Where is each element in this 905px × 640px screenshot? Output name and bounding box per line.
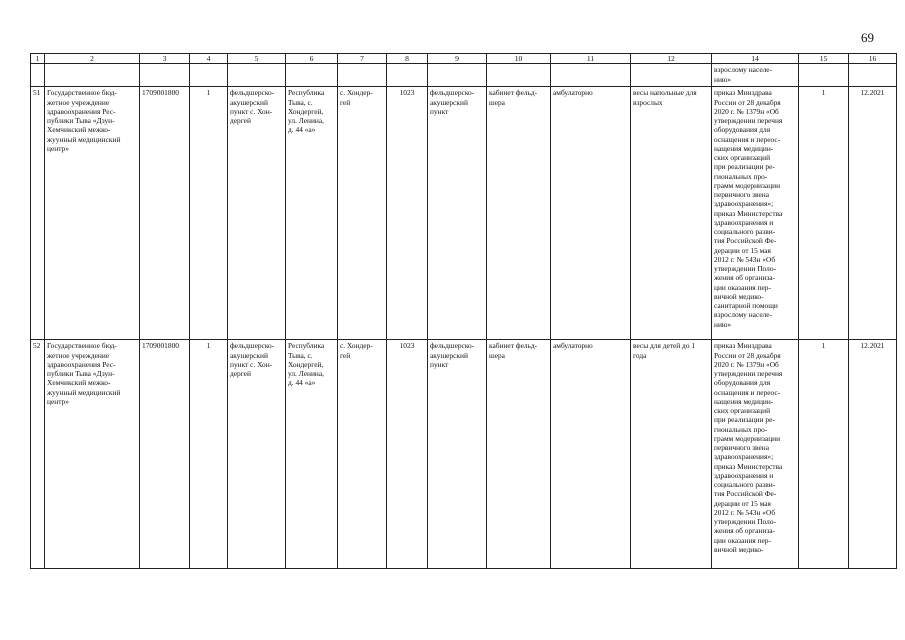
room-cell: кабинет фельд- шера [487,87,551,340]
column-header: 9 [428,54,487,64]
table-cell [190,64,228,87]
column-header: 1 [31,54,45,64]
unit-cell: фельдшерско- акушерский пункт с. Хон- дергей [228,340,286,569]
equipment-register-table [30,53,897,569]
table-cell [286,64,338,87]
code-cell: 1709001800 [140,340,190,569]
row-number-cell: 52 [31,340,45,569]
table-cell [849,64,897,87]
equipment-cell: весы для детей до 1 года [631,340,712,569]
unit-type-cell: фельдшерско- акушерский пункт [428,87,487,340]
table-cell [428,64,487,87]
column-header: 10 [487,54,551,64]
quantity-cell: 1 [799,87,849,340]
care-cell: амбулаторно [551,87,631,340]
unit-type-cell: фельдшерско- акушерский пункт [428,340,487,569]
code-cell: 1709001800 [140,87,190,340]
column-header: 2 [45,54,140,64]
locality-cell: с. Хондер- гей [338,340,387,569]
unit-cell: фельдшерско- акушерский пункт с. Хон- дергей [228,87,286,340]
row-number-cell: 51 [31,87,45,340]
legal-basis-cell: приказ Минздрава России от 28 декабря 2020 г. № 1379н «Об утверждении перечня оборудования для оснащения и переос- нащения медицин- ских организаций при реализации ре- гиональных про- грамм модернизации первичного звена здравоохранения»; приказ Министерства здравоохранения и социального разви- тия Российской Фе- дерации от 15 мая 2012 г. № 543н «Об утверждении Поло- жения об организа- ции оказания пер- вичной медико- санитарной помощи взрослому населе- нию» [712,87,799,340]
table-row [31,87,897,340]
header-row [31,54,897,64]
quantity-cell: 1 [799,340,849,569]
column-header: 5 [228,54,286,64]
address-cell: Республика Тыва, с. Хондергей, ул. Ленина, д. 44 «а» [286,87,338,340]
column-header: 6 [286,54,338,64]
page-number: 69 [861,30,874,45]
table-row [31,340,897,569]
table-cell [140,64,190,87]
organization-cell: Государственное бюд- жетное учреждение здравоохранения Рес- публики Тыва «Дзун- Хемчикский межко- жуунный медицинский центр» [45,87,140,340]
code2-cell: 1023 [387,87,428,340]
code2-cell: 1023 [387,340,428,569]
column-header: 15 [799,54,849,64]
continuation-row [31,64,897,87]
table-cell [551,64,631,87]
table-cell [31,64,45,87]
date-cell: 12.2021 [849,340,897,569]
count-cell: 1 [190,340,228,569]
column-header: 7 [338,54,387,64]
column-header: 14 [712,54,799,64]
legal-basis-cell: приказ Минздрава России от 28 декабря 2020 г. № 1379н «Об утверждении перечня оборудования для оснащения и переос- нащения медицин- ских организаций при реализации ре- гиональных про- грамм модернизации первичного звена здравоохранения»; приказ Министерства здравоохранения и социального разви- тия Российской Фе- дерации от 15 мая 2012 г. № 543н «Об утверждении Поло- жения об организа- ции оказания пер- вичной медико- [712,340,799,569]
column-header: 4 [190,54,228,64]
address-cell: Республика Тыва, с. Хондергей, ул. Ленина, д. 44 «а» [286,340,338,569]
table-cell [338,64,387,87]
table-cell [631,64,712,87]
column-header: 8 [387,54,428,64]
locality-cell: с. Хондер- гей [338,87,387,340]
column-header: 3 [140,54,190,64]
room-cell: кабинет фельд- шера [487,340,551,569]
column-header: 16 [849,54,897,64]
care-cell: амбулаторно [551,340,631,569]
table-cell [487,64,551,87]
table-cell [45,64,140,87]
column-header: 11 [551,54,631,64]
table-cell [387,64,428,87]
date-cell: 12.2021 [849,87,897,340]
count-cell: 1 [190,87,228,340]
table-cell [799,64,849,87]
table-cell [228,64,286,87]
legal-basis-cell: взрослому населе- нию» [712,64,799,87]
column-header: 12 [631,54,712,64]
organization-cell: Государственное бюд- жетное учреждение здравоохранения Рес- публики Тыва «Дзун- Хемчикский межко- жуунный медицинский центр» [45,340,140,569]
equipment-cell: весы напольные для взрослых [631,87,712,340]
